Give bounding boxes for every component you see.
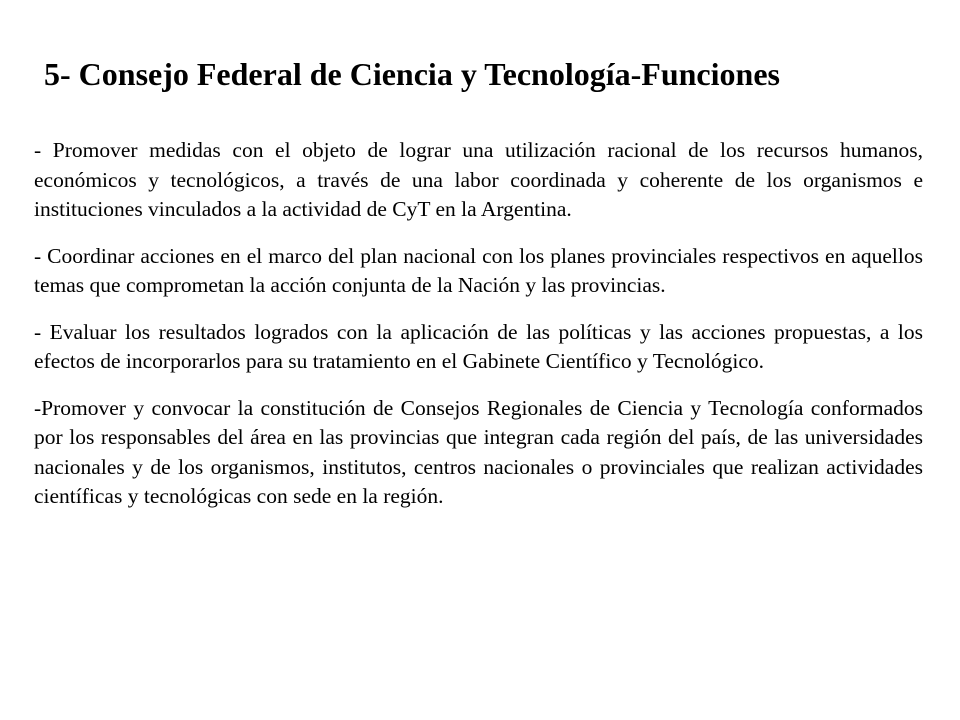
function-item-1: - Promover medidas con el objeto de lograr una utilización racional de los recursos humanos, económicos y tecnológicos, a través de una labor coordinada y coherente de los organismos e instituciones vinculados a la actividad de CyT en la Argentina. [34,138,923,221]
slide-body [34,136,923,529]
function-item-3: - Evaluar los resultados logrados con la aplicación de las políticas y las acciones propuestas, a los efectos de incorporarlos para su tratamiento en el Gabinete Científico y Tecnológico. [34,319,923,373]
slide-title: 5- Consejo Federal de Ciencia y Tecnología-Funciones [44,56,780,92]
function-item-4: -Promover y convocar la constitución de Consejos Regionales de Ciencia y Tecnología conformados por los responsables del área en las provincias que integran cada región del país, de las universidades nacionales y de los organismos, institutos, centros nacionales o provinciales que realizan actividades científicas y tecnológicas con sede en la región. [34,395,923,508]
function-item-2: - Coordinar acciones en el marco del plan nacional con los planes provinciales respectivos en aquellos temas que comprometan la acción conjunta de la Nación y las provincias. [34,243,923,297]
